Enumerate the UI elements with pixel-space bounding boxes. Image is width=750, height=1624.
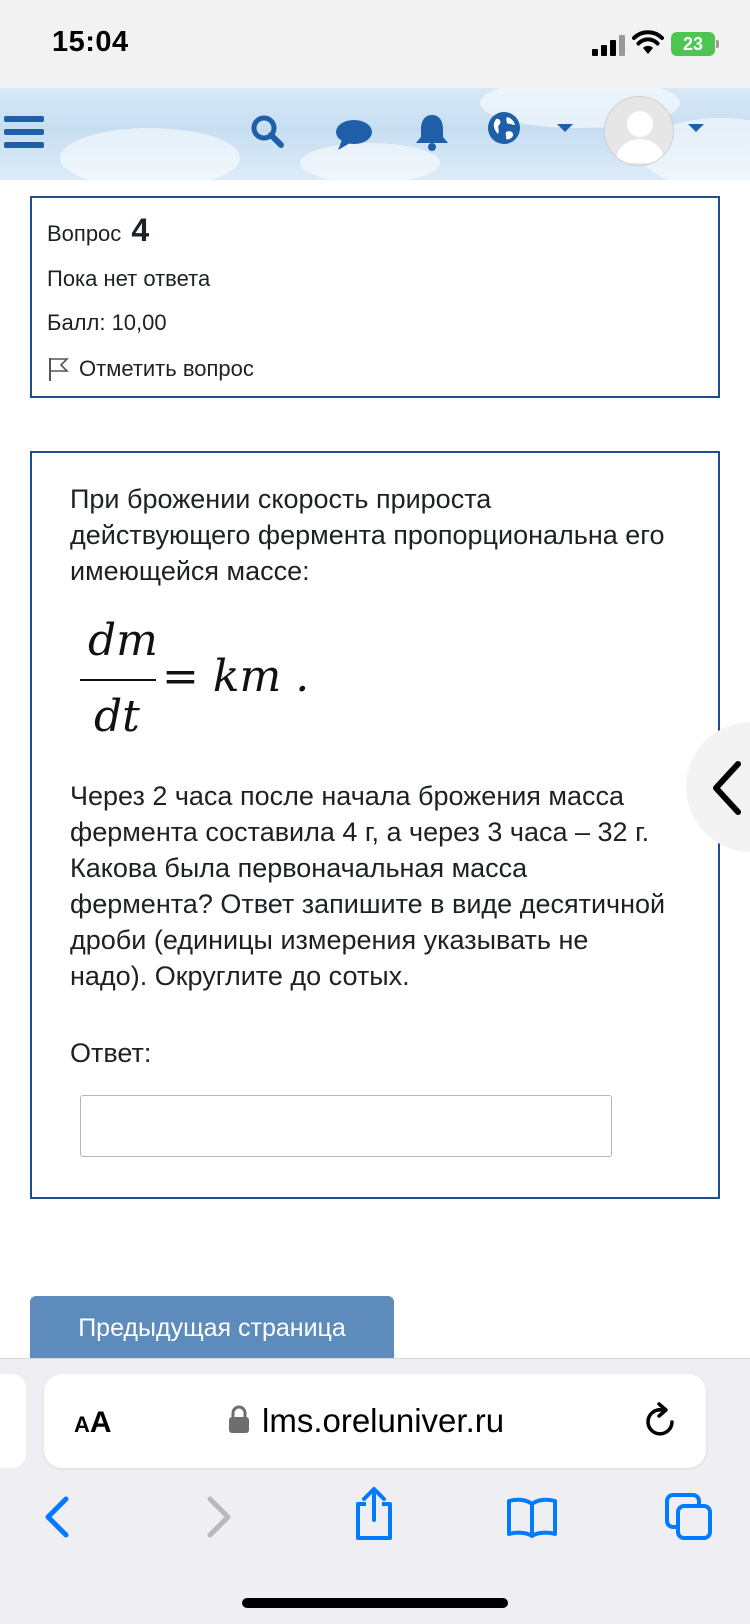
answer-input[interactable] — [80, 1095, 612, 1157]
answer-label: Ответ: — [70, 1038, 152, 1068]
question-number — [47, 212, 149, 249]
flag-icon — [47, 356, 69, 382]
home-indicator — [242, 1598, 508, 1608]
question-intro-text: При брожении скорость прироста действующего фермента пропорциональна его имеющейся массе: — [70, 484, 665, 586]
question-content-box — [30, 451, 720, 1199]
cellular-signal-icon — [592, 34, 626, 56]
flag-question-link[interactable] — [47, 356, 254, 382]
question-number-value: 4 — [131, 212, 150, 248]
question-label: Вопрос — [47, 221, 122, 246]
question-info-box — [30, 196, 720, 398]
back-arrow-icon[interactable] — [40, 1493, 76, 1541]
formula-fraction-line — [80, 679, 156, 681]
differential-equation-formula — [80, 615, 340, 745]
battery-tip — [716, 40, 719, 48]
text-size-large-a: A — [89, 1406, 112, 1439]
question-body-text: Через 2 часа после начала брожения масса фермента составила 4 г, а через 3 часа – 32 г. Какова была первоначальная масса фермента? Ответ запишите в виде десятичной дроби (единицы измерения указывать не надо). Округлите до сотых. — [70, 781, 666, 991]
status-bar — [0, 0, 750, 88]
globe-icon[interactable] — [486, 110, 522, 146]
chevron-left-icon — [708, 758, 748, 818]
question-state: Пока нет ответа — [47, 266, 211, 291]
wifi-icon — [632, 30, 664, 56]
user-silhouette-icon — [605, 97, 674, 166]
lock-icon — [228, 1404, 250, 1434]
address-bar[interactable] — [44, 1374, 706, 1468]
battery-level: 23 — [671, 32, 715, 56]
previous-page-button[interactable]: Предыдущая страница — [30, 1296, 394, 1360]
flag-question-label: Отметить вопрос — [79, 356, 254, 381]
status-time: 15:04 — [52, 26, 129, 58]
tabs-icon[interactable] — [664, 1492, 714, 1542]
text-size-button[interactable] — [74, 1406, 112, 1440]
user-menu-chevron-down-icon[interactable] — [688, 124, 704, 132]
reload-icon[interactable] — [642, 1402, 678, 1440]
formula-right-side: = km . — [162, 651, 310, 702]
bookmarks-icon[interactable] — [506, 1496, 558, 1538]
chat-icon[interactable] — [334, 118, 374, 152]
forward-arrow-icon[interactable] — [200, 1493, 236, 1541]
language-chevron-down-icon[interactable] — [557, 124, 573, 132]
site-navbar — [0, 88, 750, 180]
search-icon[interactable] — [250, 114, 284, 148]
formula-denominator: dt — [94, 691, 140, 742]
formula-numerator: dm — [88, 615, 158, 666]
bell-icon[interactable] — [414, 112, 450, 152]
menu-icon[interactable] — [4, 116, 44, 150]
share-icon[interactable] — [352, 1486, 396, 1542]
previous-tab-preview[interactable] — [0, 1374, 26, 1468]
url-text: lms.oreluniver.ru — [262, 1402, 505, 1439]
text-size-small-a: A — [74, 1412, 90, 1437]
user-avatar[interactable] — [604, 96, 674, 166]
question-grade: Балл: 10,00 — [47, 310, 167, 335]
